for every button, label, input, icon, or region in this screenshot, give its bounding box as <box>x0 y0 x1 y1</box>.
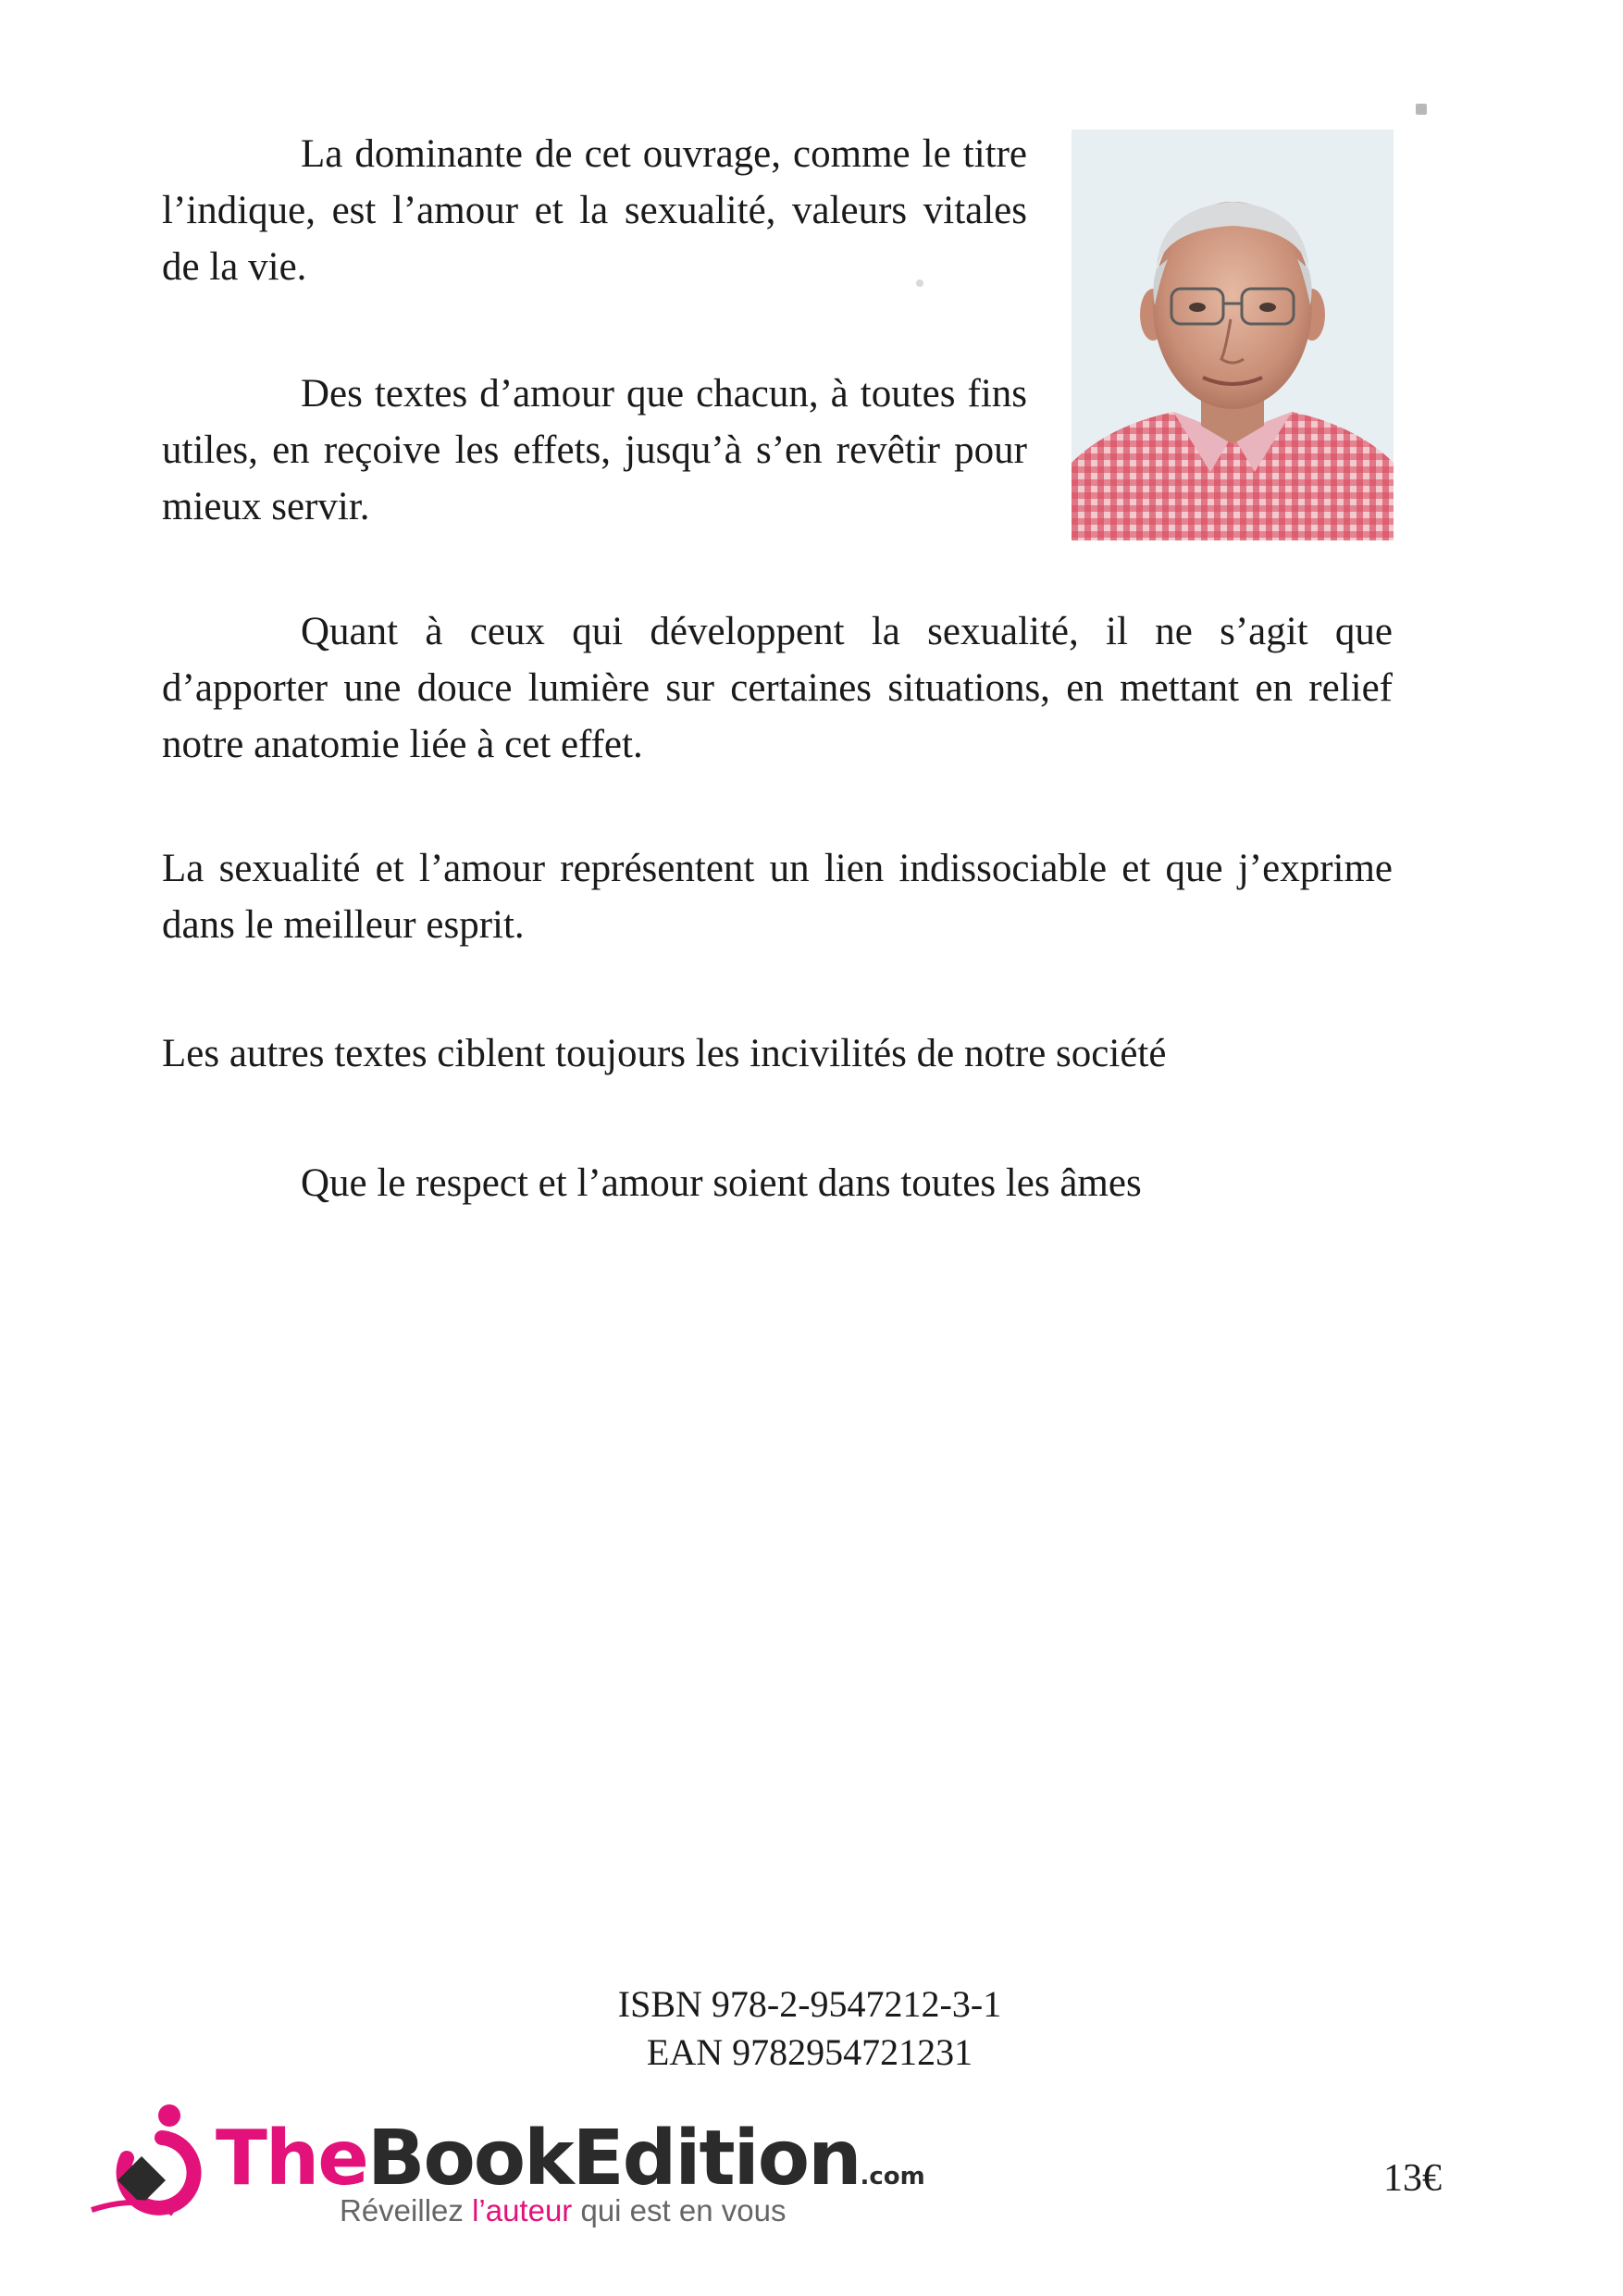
price-label: 13€ <box>1383 2157 1442 2200</box>
identifier-block <box>463 1980 1157 2077</box>
publisher-person-icon <box>88 2101 208 2221</box>
tagline-highlight: l’auteur <box>472 2193 573 2228</box>
scan-speck <box>916 279 923 287</box>
tagline-after: qui est en vous <box>572 2193 787 2228</box>
paragraph-incivilities: Les autres textes ciblent toujours les incivilités de notre société <box>162 1032 1167 1075</box>
paragraph-closing: Que le respect et l’amour soient dans toutes les âmes <box>301 1161 1142 1205</box>
author-photo <box>1072 130 1394 540</box>
wordmark-domain: .com <box>860 2163 925 2191</box>
wordmark-bookedition: BookEdition <box>366 2115 861 2203</box>
publisher-tagline <box>340 2193 786 2228</box>
ean-text: EAN 9782954721231 <box>646 2031 973 2073</box>
paragraph-love-texts: Des textes d’amour que chacun, à toutes fins utiles, en reçoive les effets, jusqu’à s’en revêtir pour mieux servir. <box>162 372 1027 528</box>
paragraph-sexuality: Quant à ceux qui développent la sexualité, il ne s’agit que d’apporter une douce lumière sur certaines situations, en mettant en relief notre anatomie liée à cet effet. <box>162 610 1393 766</box>
wordmark-the: The <box>216 2115 367 2203</box>
publisher-logo <box>88 2101 925 2230</box>
paragraph-intro: La dominante de cet ouvrage, comme le titre l’indique, est l’amour et la sexualité, valeurs vitales de la vie. <box>162 132 1027 289</box>
tagline-before: Réveillez <box>340 2193 473 2228</box>
paragraph-bond: La sexualité et l’amour représentent un lien indissociable et que j’exprime dans le meilleur esprit. <box>162 847 1393 947</box>
isbn-text: ISBN 978-2-9547212-3-1 <box>617 1983 1002 2025</box>
author-portrait-icon <box>1072 130 1394 540</box>
scan-speck <box>1416 104 1427 115</box>
